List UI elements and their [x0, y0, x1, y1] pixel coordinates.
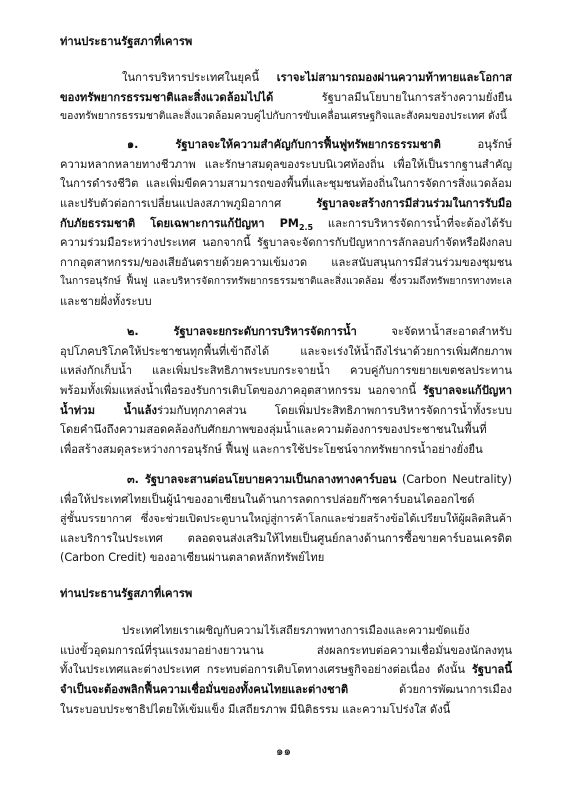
item-3-line-3: สู่ชั้นบรรยากาศ ซึ่งจะช่วยเปิดประตูบานใหญ่สู่การค้าโลกและช่วยสร้างข้อได้เปรียบให้ผู้ผลิตสินค้า [60, 512, 512, 525]
item-1-line-9: และชายฝั่งทั้งระบบ [60, 295, 152, 308]
section-heading: ท่านประธานรัฐสภาที่เคารพ [60, 587, 193, 600]
item-3-line-1: ๓. รัฐบาลจะสานต่อนโยบายความเป็นกลางทางคาร์บอน (Carbon Neutrality) [127, 473, 513, 486]
item-3-line-2: เพื่อให้ประเทศไทยเป็นผู้นำของอาเซียนในด้านการลดการปล่อยก๊าซคาร์บอนไดออกไซด์ [60, 493, 475, 506]
item-1-line-6: ความร่วมมือระหว่างประเทศ นอกจากนี้ รัฐบาลจะจัดการกับปัญหาการลักลอบกำจัดหรือฝังกลบ [60, 236, 512, 249]
item-1-line-7: กากอุตสาหกรรม/ของเสียอันตรายด้วยความเข้มงวด และสนับสนุนการมีส่วนร่วมของชุมชน [60, 256, 512, 269]
closing-line-5: ในระบอบประชาธิปไตยให้เข้มแข็ง มีเสถียรภาพ มีนิติธรรม และความโปร่งใส ดังนี้ [60, 703, 451, 716]
item-3-line-5: (Carbon Credit) ของอาเซียนผ่านตลาดหลักทรัพย์ไทย [60, 551, 325, 564]
intro-line-2: ของทรัพยากรธรรมชาติและสิ่งแวดล้อมไปได้ รัฐบาลมีนโยบายในการสร้างความยั่งยืน [60, 91, 512, 104]
item-1-line-8: ในการอนุรักษ์ ฟื้นฟู และบริหารจัดการทรัพยากรธรรมชาติและสิ่งแวดล้อม ซึ่งรวมถึงทรัพยากรทางทะเล [60, 276, 512, 287]
item-1-line-2: ความหลากหลายทางชีวภาพ และรักษาสมดุลของระบบนิเวศท้องถิ่น เพื่อให้เป็นรากฐานสำคัญ [60, 158, 512, 171]
closing-line-3: ทั้งในประเทศและต่างประเทศ กระทบต่อการเติบโตทางเศรษฐกิจอย่างต่อเนื่อง ดังนั้น รัฐบาลนี้ [60, 663, 512, 676]
intro-line-1: ในการบริหารประเทศในยุคนี้ เราจะไม่สามารถมองผ่านความท้าทายและโอกาส [122, 71, 512, 84]
item-2-line-1: ๒. รัฐบาลจะยกระดับการบริหารจัดการน้ำ จะจัดหาน้ำสะอาดสำหรับ [127, 325, 512, 338]
item-2-line-4: พร้อมทั้งเพิ่มแหล่งน้ำเพื่อรองรับการเติบโตของภาคอุตสาหกรรม นอกจากนี้ รัฐบาลจะแก้ปัญหา [60, 384, 512, 397]
item-2-line-6: โดยคำนึงถึงความสอดคล้องกับศักยภาพของลุ่มน้ำและความต้องการของประชาชนในพื้นที่ [60, 423, 487, 436]
closing-line-2: แบ่งขั้วอุดมการณ์ที่รุนแรงมาอย่างยาวนาน ส่งผลกระทบต่อความเชื่อมั่นของนักลงทุน [60, 644, 512, 657]
item-1-line-4: และปรับตัวต่อการเปลี่ยนแปลงสภาพภูมิอากาศ รัฐบาลจะสร้างการมีส่วนร่วมในการรับมือ [60, 197, 512, 210]
closing-line-4: จำเป็นจะต้องพลิกฟื้นความเชื่อมั่นของทั้งคนไทยและต่างชาติ ด้วยการพัฒนาการเมือง [60, 683, 512, 696]
intro-line-3: ของทรัพยากรธรรมชาติและสิ่งแวดล้อมควบคู่ไปกับการขับเคลื่อนเศรษฐกิจและสังคมของประเทศ ดังนี้ [60, 110, 507, 122]
item-2-line-7: เพื่อสร้างสมดุลระหว่างการอนุรักษ์ ฟื้นฟู และการใช้ประโยชน์จากทรัพยากรน้ำอย่างยั่งยืน [60, 443, 483, 456]
item-1-line-5: กับภัยธรรมชาติ โดยเฉพาะการแก้ปัญหา $PM_{2.5}$ และการบริหารจัดการน้ำที่จะต้องได้รับ [60, 217, 512, 233]
item-3-line-4: และบริการในประเทศ ตลอดจนส่งเสริมให้ไทยเป็นศูนย์กลางด้านการซื้อขายคาร์บอนเครดิต [60, 532, 512, 545]
item-2-line-5: น้ำท่วม น้ำแล้งร่วมกับทุกภาคส่วน โดยเพิ่มประสิทธิภาพการบริหารจัดการน้ำทั้งระบบ [60, 404, 512, 417]
section-heading: ท่านประธานรัฐสภาที่เคารพ [60, 35, 193, 48]
closing-line-1: ประเทศไทยเราเผชิญกับความไร้เสถียรภาพทางการเมืองและความขัดแย้ง [122, 624, 470, 637]
item-2-line-2: อุปโภคบริโภคให้ประชาชนทุกพื้นที่เข้าถึงได้ และจะเร่งให้น้ำถึงไร่นาด้วยการเพิ่มศักยภาพ [60, 345, 512, 358]
item-1-line-1: ๑. รัฐบาลจะให้ความสำคัญกับการฟื้นฟูทรัพยากรธรรมชาติ อนุรักษ์ [127, 138, 512, 151]
page-number: ๑๑ [275, 744, 292, 758]
item-2-line-3: แหล่งกักเก็บน้ำ และเพิ่มประสิทธิภาพระบบกระจายน้ำ ควบคู่กับการขยายเขตชลประทาน [60, 364, 512, 377]
item-1-line-3: ในการดำรงชีวิต และเพิ่มขีดความสามารถของพื้นที่และชุมชนท้องถิ่นในการจัดการสิ่งแวดล้อม [60, 177, 512, 190]
